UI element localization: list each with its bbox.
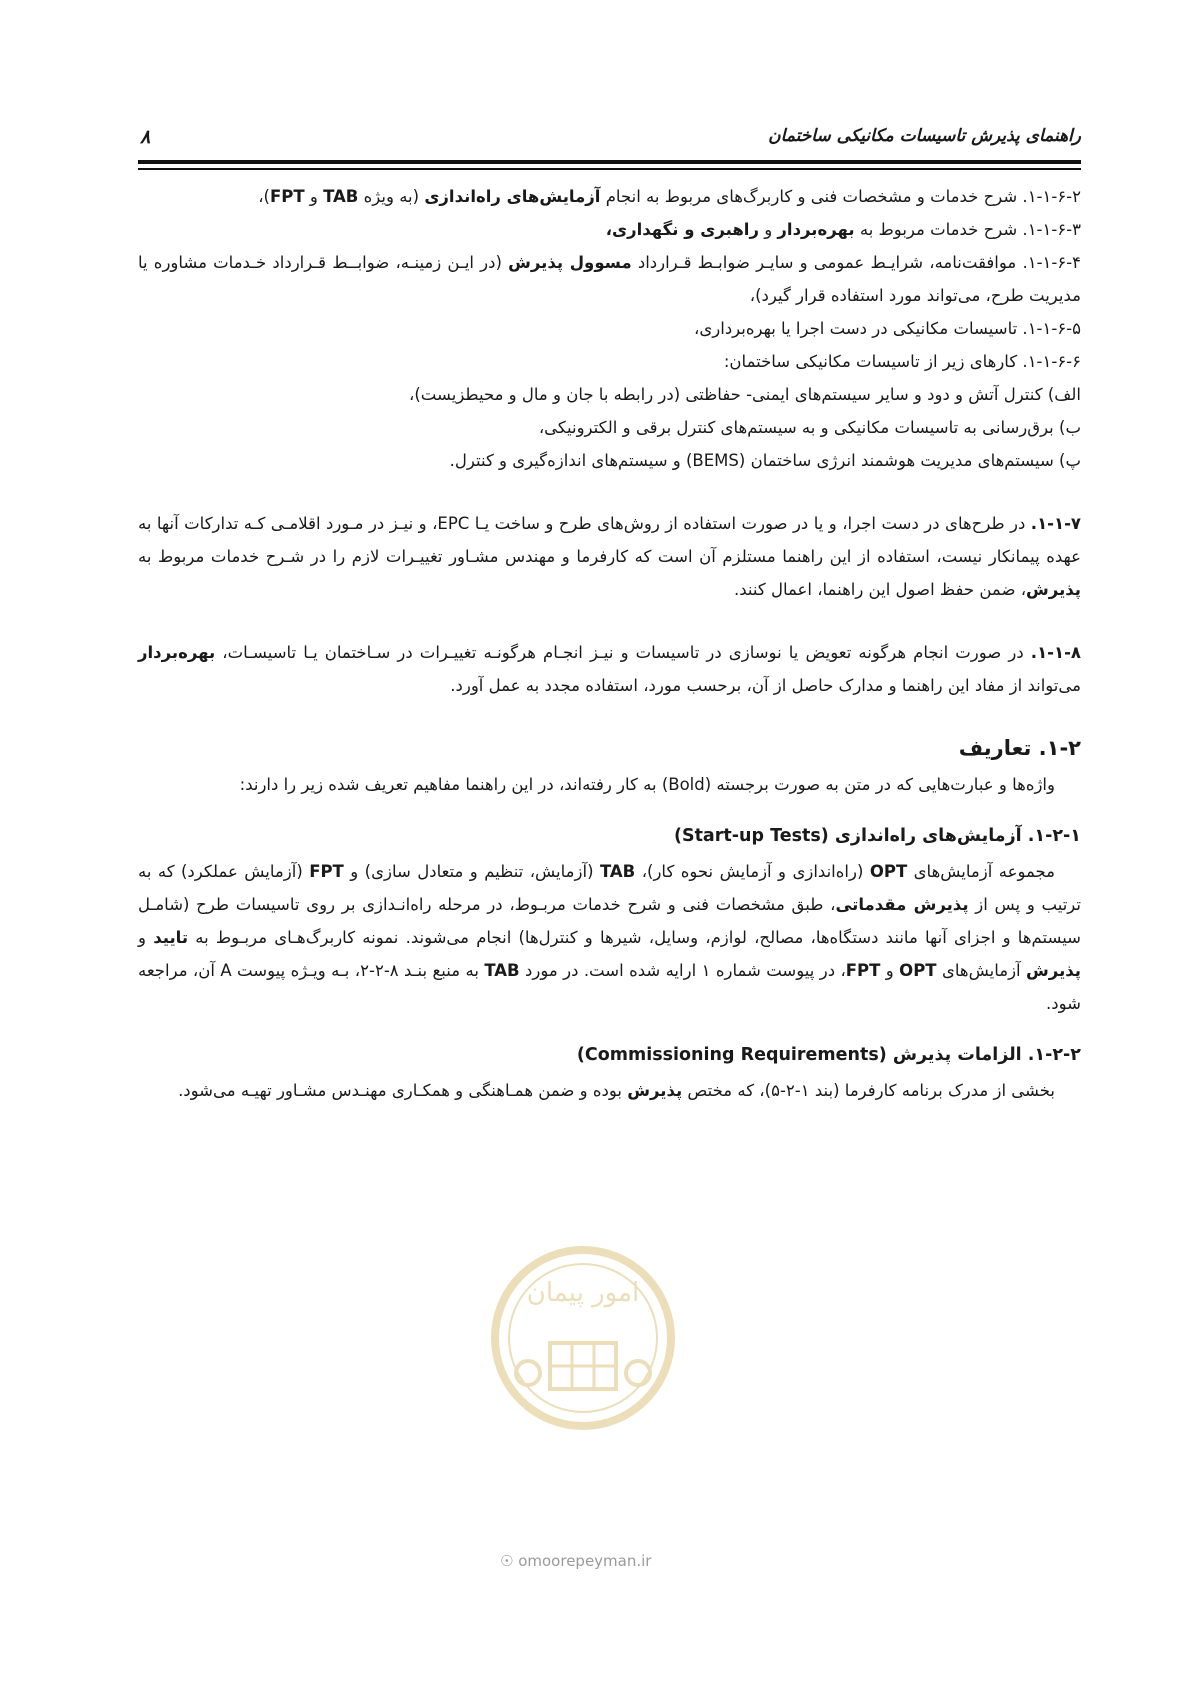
running-title: راهنمای پذیرش تاسیسات مکانیکی ساختمان [768,126,1081,146]
definition-start-up-tests: مجموعه آزمایش‌های OPT (راه‌اندازی و آزمایش نحوه کار)، TAB (آزمایش، تنظیم و متعادل سازی) و FPT (آزمایش عملکرد) که به ترتیب و پس از پذیرش مقدماتی، طبق مشخصات فنی و شرح خدمات مربـوط، در مرحله راه‌انـدازی بر روی تاسیسات طرح (شامـل سیستم‌ها و اجزای آنها مانند دستگاه‌ها، مصالح، لوازم، وسایل، شیرها و کنترل‌ها) انجام می‌شوند. نمونه کاربرگ‌هـای مربـوط به تایید و پذیرش آزمایش‌های OPT و FPT، در پیوست شماره ۱ ارایه شده است. در مورد TAB به منبع بنـد ۸-۲-۲، بـه ویـژه پیوست A آن، مراجعه شود. [138,862,1081,1013]
page-body [138,180,1081,1107]
section-heading-1-2-1: ۱-۲-۱. آزمایش‌های راه‌اندازی (Start-up Tests) [673,826,1081,846]
item-1-1-6-5: ۱-۱-۶-۵. تاسیسات مکانیکی در دست اجرا یا بهره‌برداری، [694,319,1081,338]
header-rule-thin [138,168,1081,170]
paragraph-1-1-7: ۱-۱-۷. در طرح‌های در دست اجرا، و یا در صورت استفاده از روش‌های طرح و ساخت یـا EPC، و نیـز در مـورد اقلامـی کـه تدارکات آنها به عهده پیمانکار نیست، استفاده از این راهنما مستلزم آن است که کارفرما و مهندس مشـاور تغییـرات لازم را در شـرح خدمات مربوط به پذیرش، ضمن حفظ اصول این راهنما، اعمال کنند. [138,514,1081,599]
item-1-1-6-4: ۱-۱-۶-۴. موافقت‌نامه، شرایـط عمومی و سایـر ضوابـط قـرارداد مسوول پذیرش (در ایـن زمینـه، ضوابــط قـرارداد خـدمات مشاوره یا مدیریت طرح، می‌تواند مورد استفاده قرار گیرد)، [138,253,1082,305]
sub-item-pe: پ) سیستم‌های مدیریت هوشمند انرژی ساختمان (BEMS) و سیستم‌های اندازه‌گیری و کنترل. [449,451,1081,470]
item-1-1-6-3: ۱-۱-۶-۳. شرح خدمات مربوط به بهره‌بردار و راهبری و نگهداری، [605,220,1081,239]
item-1-1-6-6: ۱-۱-۶-۶. کارهای زیر از تاسیسات مکانیکی ساختمان: [723,352,1081,371]
definition-commissioning-requirements: بخشی از مدرک برنامه کارفرما (بند ۱-۲-۵)، که مختص پذیرش بوده و ضمن همـاهنگی و همکـاری مهنـدس مشـاور تهیـه می‌شود. [178,1081,1055,1100]
watermark-seal [488,1243,678,1433]
paragraph-1-1-8: ۱-۱-۸. در صورت انجام هرگونه تعویض یا نوسازی در تاسیسات و نیـز انجـام هرگونـه تغییـرات در سـاختمان یـا تاسیسـات، بهره‌بردار می‌تواند از مفاد این راهنما و مدارک حاصل از آن، برحسب مورد، استفاده مجدد به عمل آورد. [138,643,1081,695]
item-1-1-6-2: ۱-۱-۶-۲. شرح خدمات و مشخصات فنی و کاربرگ‌های مربوط به انجام آزمایش‌های راه‌اندازی (به ویژه TAB و FPT)، [258,187,1081,206]
section-heading-1-2-2: ۱-۲-۲. الزامات پذیرش (Commissioning Requirements) [576,1045,1081,1065]
definitions-intro: واژه‌ها و عبارت‌هایی که در متن به صورت برجسته (Bold) به کار رفته‌اند، در این راهنما مفاهیم تعریف شده زیر را دارند: [239,775,1055,794]
sub-item-alef: الف) کنترل آتش و دود و سایر سیستم‌های ایمنی- حفاظتی (در رابطه با جان و مال و محیطزیست)، [409,385,1081,404]
watermark-site: ☉ omoorepeyman.ir [500,1552,652,1570]
watermark-text: امور پیمان [526,1278,640,1308]
page-number: ۸ [140,126,151,148]
section-heading-1-2: ۱-۲. تعاریف [958,736,1081,760]
header-rule-thick [138,160,1081,164]
sub-item-be: ب) برق‌رسانی به تاسیسات مکانیکی و به سیستم‌های کنترل برقی و الکترونیکی، [538,418,1081,437]
